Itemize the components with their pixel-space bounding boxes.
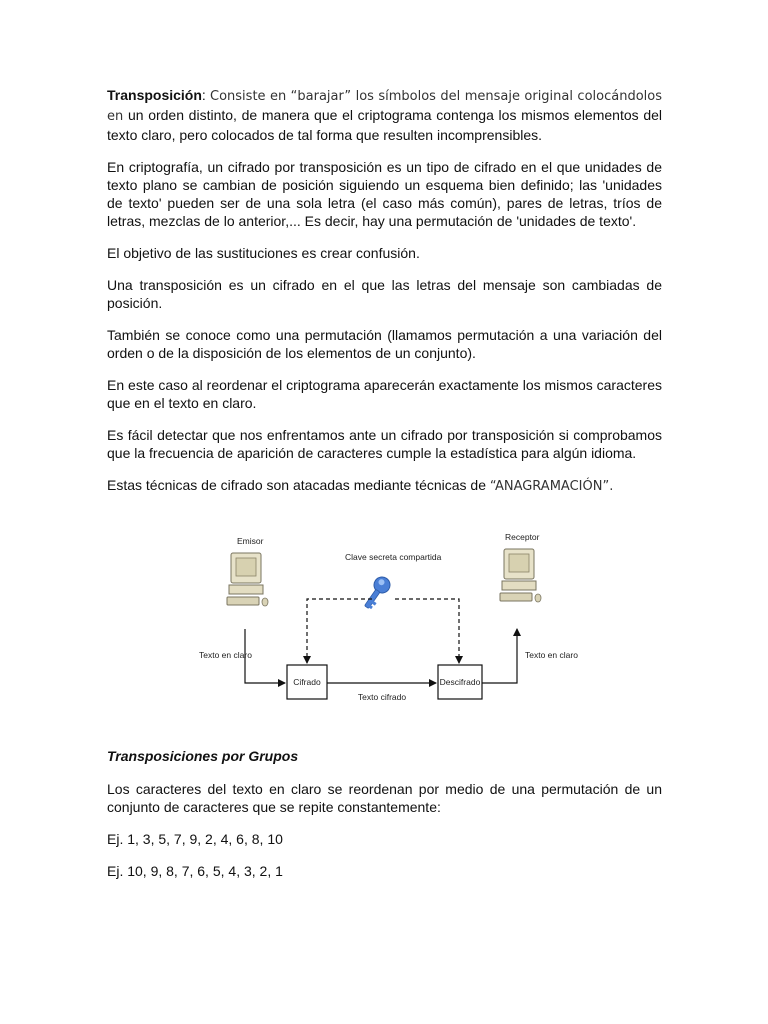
intro-lead-text: Consiste en “barajar” los símbolos del mensaje original colocándolos en <box>107 89 662 124</box>
intro-paragraph <box>107 86 662 144</box>
key-line-left <box>307 599 372 663</box>
encryption-diagram <box>195 525 578 715</box>
key-line-right <box>395 599 459 663</box>
groups-section <box>107 780 662 894</box>
groups-description: Los caracteres del texto en claro se reordenan por medio de una permutación de un conjunto de caracteres que se repite constantemente: <box>107 781 662 815</box>
shared-key-label: Clave secreta compartida <box>345 552 442 562</box>
paragraph-definition: En criptografía, un cifrado por transposición es un tipo de cifrado en el que unidades de texto plano se cambian de posición siguiendo un esquema bien definido; las 'unidades de texto' pueden ser de una sola letra (el caso más común), pares de letras, tríos de letras, mezclas de lo anterior,... Es decir, hay una permutación de 'unidades de texto'. <box>107 159 662 229</box>
receiver-line <box>482 629 517 683</box>
attack-text: Estas técnicas de cifrado son atacadas mediante técnicas de <box>107 477 490 493</box>
attack-term: “ANAGRAMACIÓN”. <box>489 479 614 494</box>
paragraph-permutation: También se conoce como una permutación (llamamos permutación a una variación del orden o de la disposición de los elementos de un conjunto). <box>107 327 662 361</box>
sender-label: Emisor <box>237 536 264 546</box>
intro-rest-text: un orden distinto, de manera que el criptograma contenga los mismos elementos del texto claro, pero colocados de tal forma que resulten incomprensibles. <box>107 107 663 143</box>
decrypt-label: Descifrado <box>439 677 481 687</box>
paragraph-attack <box>107 476 662 496</box>
example-2: Ej. 10, 9, 8, 7, 6, 5, 4, 3, 2, 1 <box>107 863 283 879</box>
ciphertext-label: Texto cifrado <box>357 692 407 702</box>
receiver-computer-icon <box>500 549 541 602</box>
plaintext-right-label: Texto en claro <box>525 650 578 660</box>
receiver-label: Receptor <box>505 532 540 542</box>
intro-term-suffix: : <box>201 87 206 103</box>
paragraph-objective: El objetivo de las sustituciones es crear confusión. <box>107 245 420 261</box>
plaintext-left-label: Texto en claro <box>199 650 252 660</box>
encrypt-label: Cifrado <box>293 677 321 687</box>
intro-term: Transposición <box>107 87 202 103</box>
paragraph-reorder: En este caso al reordenar el criptograma aparecerán exactamente los mismos caracteres que en el texto en claro. <box>107 377 662 411</box>
example-1: Ej. 1, 3, 5, 7, 9, 2, 4, 6, 8, 10 <box>107 831 283 847</box>
sender-computer-icon <box>227 553 268 606</box>
document-body <box>107 86 662 510</box>
section-title: Transposiciones por Grupos <box>107 748 299 764</box>
paragraph-transposition: Una transposición es un cifrado en el que las letras del mensaje son cambiadas de posición. <box>107 277 662 311</box>
key-icon <box>360 574 393 612</box>
paragraph-detection: Es fácil detectar que nos enfrentamos ante un cifrado por transposición si comprobamos que la frecuencia de aparición de caracteres cumple la estadística para algún idioma. <box>107 427 662 461</box>
